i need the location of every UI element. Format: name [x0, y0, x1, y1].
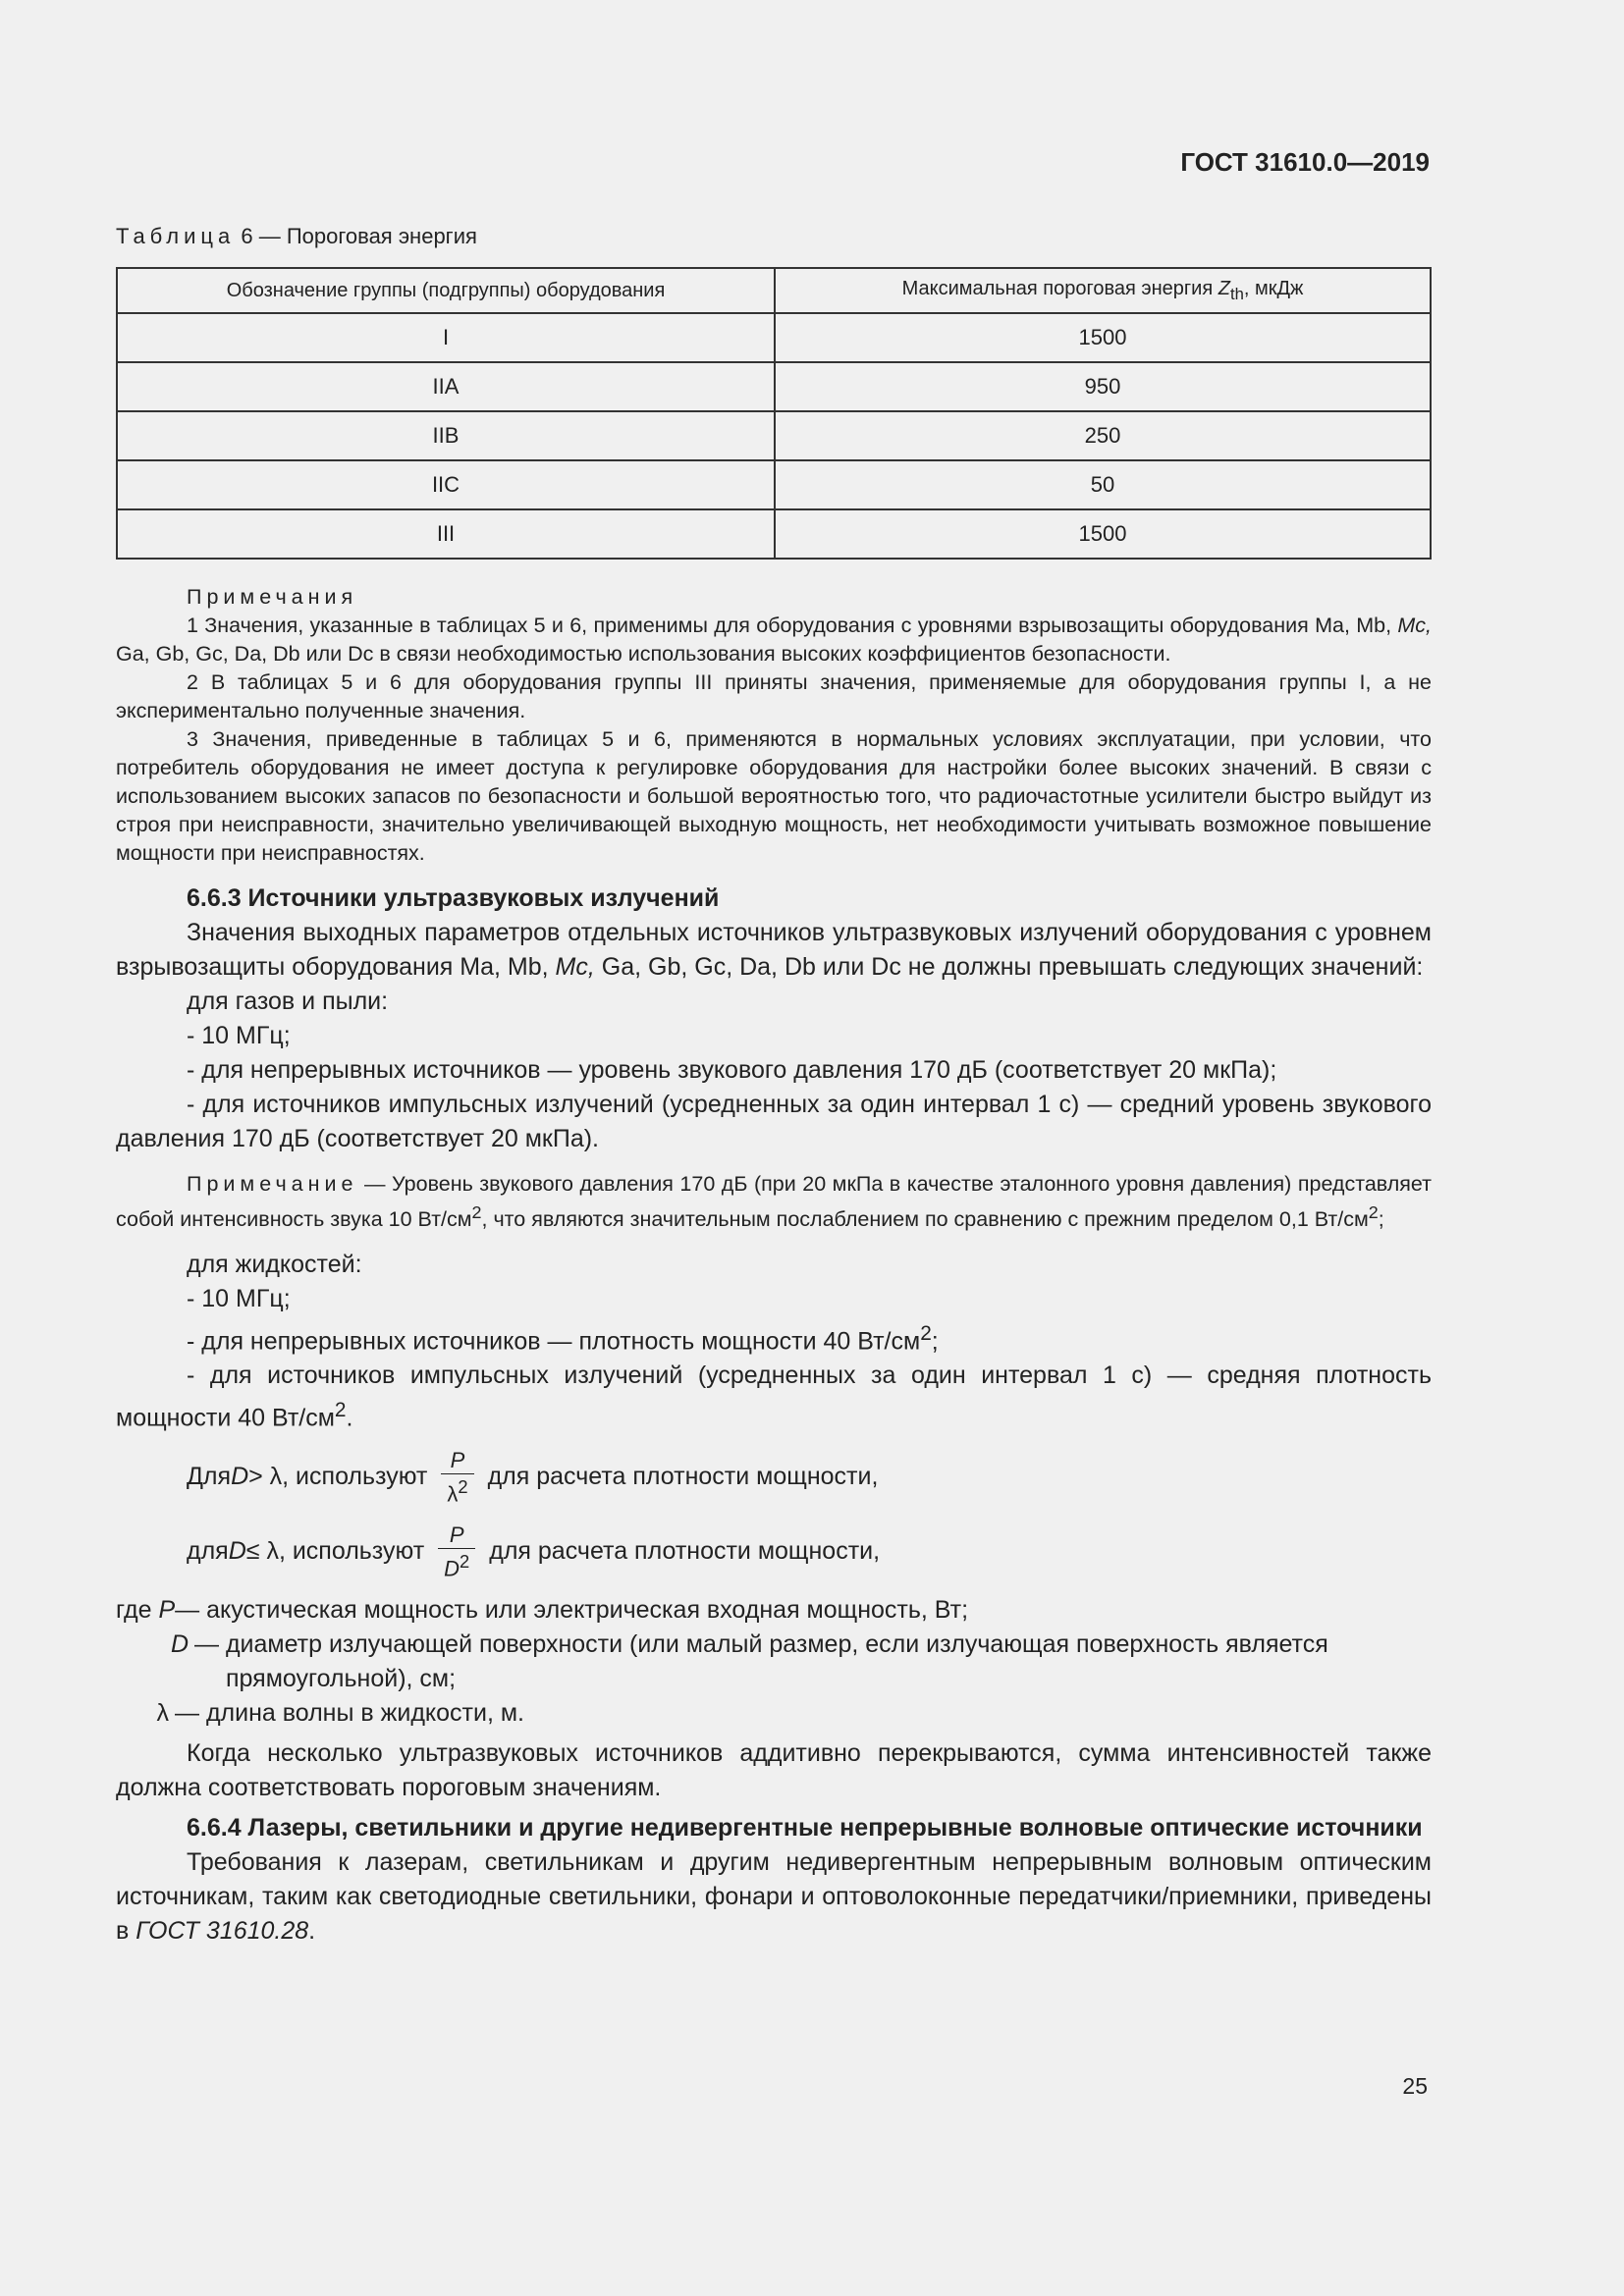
variable-definitions	[116, 1593, 1432, 1731]
table-row	[117, 362, 1431, 411]
list-item: - для непрерывных источников — плотность мощности 40 $Вт/см^2$;	[187, 1322, 939, 1356]
cell-value: 250	[775, 411, 1431, 460]
paragraph-lasers: Требования к лазерам, светильникам и другим недивергентным непрерывным волновым оптическим источникам, таким как светодиодные светильники, фонари и оптоволоконные передатчики/приемники, приведены в ГОСТ 31610.28.	[116, 1847, 1432, 1945]
col-header-group: Обозначение группы (подгруппы) оборудования	[117, 268, 775, 313]
ultrasound-note: Примечание — Уровень звукового давления 170 дБ (при 20 мкПа в качестве эталонного уровня давления) представляет собой интенсивность звука 10 $Вт/см^2$, что являются значительным послаблением по сравнению с прежним пределом 0,1 $Вт/см^2$;	[116, 1172, 1432, 1232]
section-6-6-4	[116, 1811, 1432, 1949]
section-heading-6-6-3: 6.6.3 Источники ультразвуковых излучений	[187, 884, 720, 912]
formula-2: для D ≤ λ, используют $\frac{P}{D^2}$ для расчета плотности мощности,	[187, 1522, 881, 1580]
definition-p: где P — акустическая мощность или электрическая входная мощность, Вт;	[116, 1595, 969, 1624]
note-2: 2 В таблицах 5 и 6 для оборудования группы III приняты значения, применяемые для оборудования группы I, а не экспериментально полученные значения.	[116, 670, 1432, 722]
section-6-6-3	[116, 881, 1432, 1156]
list-item: - 10 МГц;	[187, 1285, 291, 1313]
list-item: - для источников импульсных излучений (усредненных за один интервал 1 с) — средняя плотность мощности 40 $Вт/см^2$.	[116, 1362, 1432, 1432]
note-prefix: Примечание	[187, 1172, 358, 1196]
list-item: - 10 МГц;	[187, 1022, 291, 1049]
cell-group: III	[117, 509, 775, 559]
document-code: ГОСТ 31610.0—2019	[1180, 147, 1430, 177]
table-caption-prefix: Таблица	[116, 224, 236, 248]
col-header-energy: Максимальная пороговая энергия $Z_{th}$, мкДж	[775, 268, 1431, 313]
formula-1: Для D > λ, используют $\frac{P}{\lambda^2}$ для расчета плотности мощности,	[187, 1447, 879, 1506]
cell-value: 1500	[775, 509, 1431, 559]
table-row	[117, 411, 1431, 460]
cell-value: 1500	[775, 313, 1431, 362]
page-number: 25	[1402, 2073, 1428, 2099]
definition-lambda: λ — длина волны в жидкости, м.	[156, 1698, 524, 1727]
cell-value: 50	[775, 460, 1431, 509]
section-6-6-3-final	[116, 1736, 1432, 1805]
definition-d: D — диаметр излучающей поверхности (или малый размер, если излучающая поверхность является прямоугольной), см;	[170, 1629, 1328, 1692]
threshold-energy-table	[116, 267, 1432, 560]
table-row	[117, 460, 1431, 509]
list-title-gas: для газов и пыли:	[187, 988, 389, 1015]
list-item: - для непрерывных источников — уровень звукового давления 170 дБ (соответствует 20 мкПа);	[187, 1056, 1277, 1084]
cell-group: IIA	[117, 362, 775, 411]
table-caption	[116, 224, 1432, 249]
page-content	[116, 224, 1432, 1949]
table-row	[117, 313, 1431, 362]
note-1: 1 Значения, указанные в таблицах 5 и 6, применимы для оборудования с уровнями взрывозащиты оборудования Ma, Mb, Mc, Ga, Gb, Gc, Da, Db или Dc в связи необходимостью использования высоких коэффициентов безопасности.	[116, 614, 1432, 666]
cell-group: IIC	[117, 460, 775, 509]
paragraph-final: Когда несколько ультразвуковых источников аддитивно перекрываются, сумма интенсивностей также должна соответствовать пороговым значениям.	[116, 1738, 1432, 1801]
table-row	[117, 509, 1431, 559]
table-notes	[116, 583, 1432, 868]
note-3: 3 Значения, приведенные в таблицах 5 и 6, применяются в нормальных условиях эксплуатации, при условии, что потребитель оборудования не имеет доступа к регулировке оборудования для настройки более высоких значений. В связи с использованием высоких запасов по безопасности и большой вероятностью того, что радиочастотные усилители быстро выйдут из строя при неисправности, значительно увеличивающей выходную мощность, нет необходимости учитывать возможное повышение мощности при неисправностях.	[116, 727, 1432, 865]
fraction-p-lambda: $\frac{P}{\lambda^2}$	[441, 1448, 473, 1507]
notes-title: Примечания	[187, 585, 358, 609]
paragraph-intro: Значения выходных параметров отдельных источников ультразвуковых излучений оборудования с уровнем взрывозащиты оборудования Ma, Mb, Mc, Ga, Gb, Gc, Da, Db или Dc не должны превышать следующих значений:	[116, 919, 1432, 981]
table-caption-title: 6 — Пороговая энергия	[235, 224, 477, 248]
cell-group: IIB	[117, 411, 775, 460]
list-title-liquids: для жидкостей:	[187, 1251, 362, 1279]
cell-group: I	[117, 313, 775, 362]
fraction-p-d: $\frac{P}{D^2}$	[438, 1522, 475, 1581]
liquids-list	[116, 1248, 1432, 1436]
list-item: - для источников импульсных излучений (усредненных за один интервал 1 с) — средний уровень звукового давления 170 дБ (соответствует 20 мкПа).	[116, 1091, 1432, 1152]
cell-value: 950	[775, 362, 1431, 411]
section-heading-6-6-4: 6.6.4 Лазеры, светильники и другие недивергентные непрерывные волновые оптические источники	[187, 1813, 1423, 1842]
table-header-row	[117, 268, 1431, 313]
